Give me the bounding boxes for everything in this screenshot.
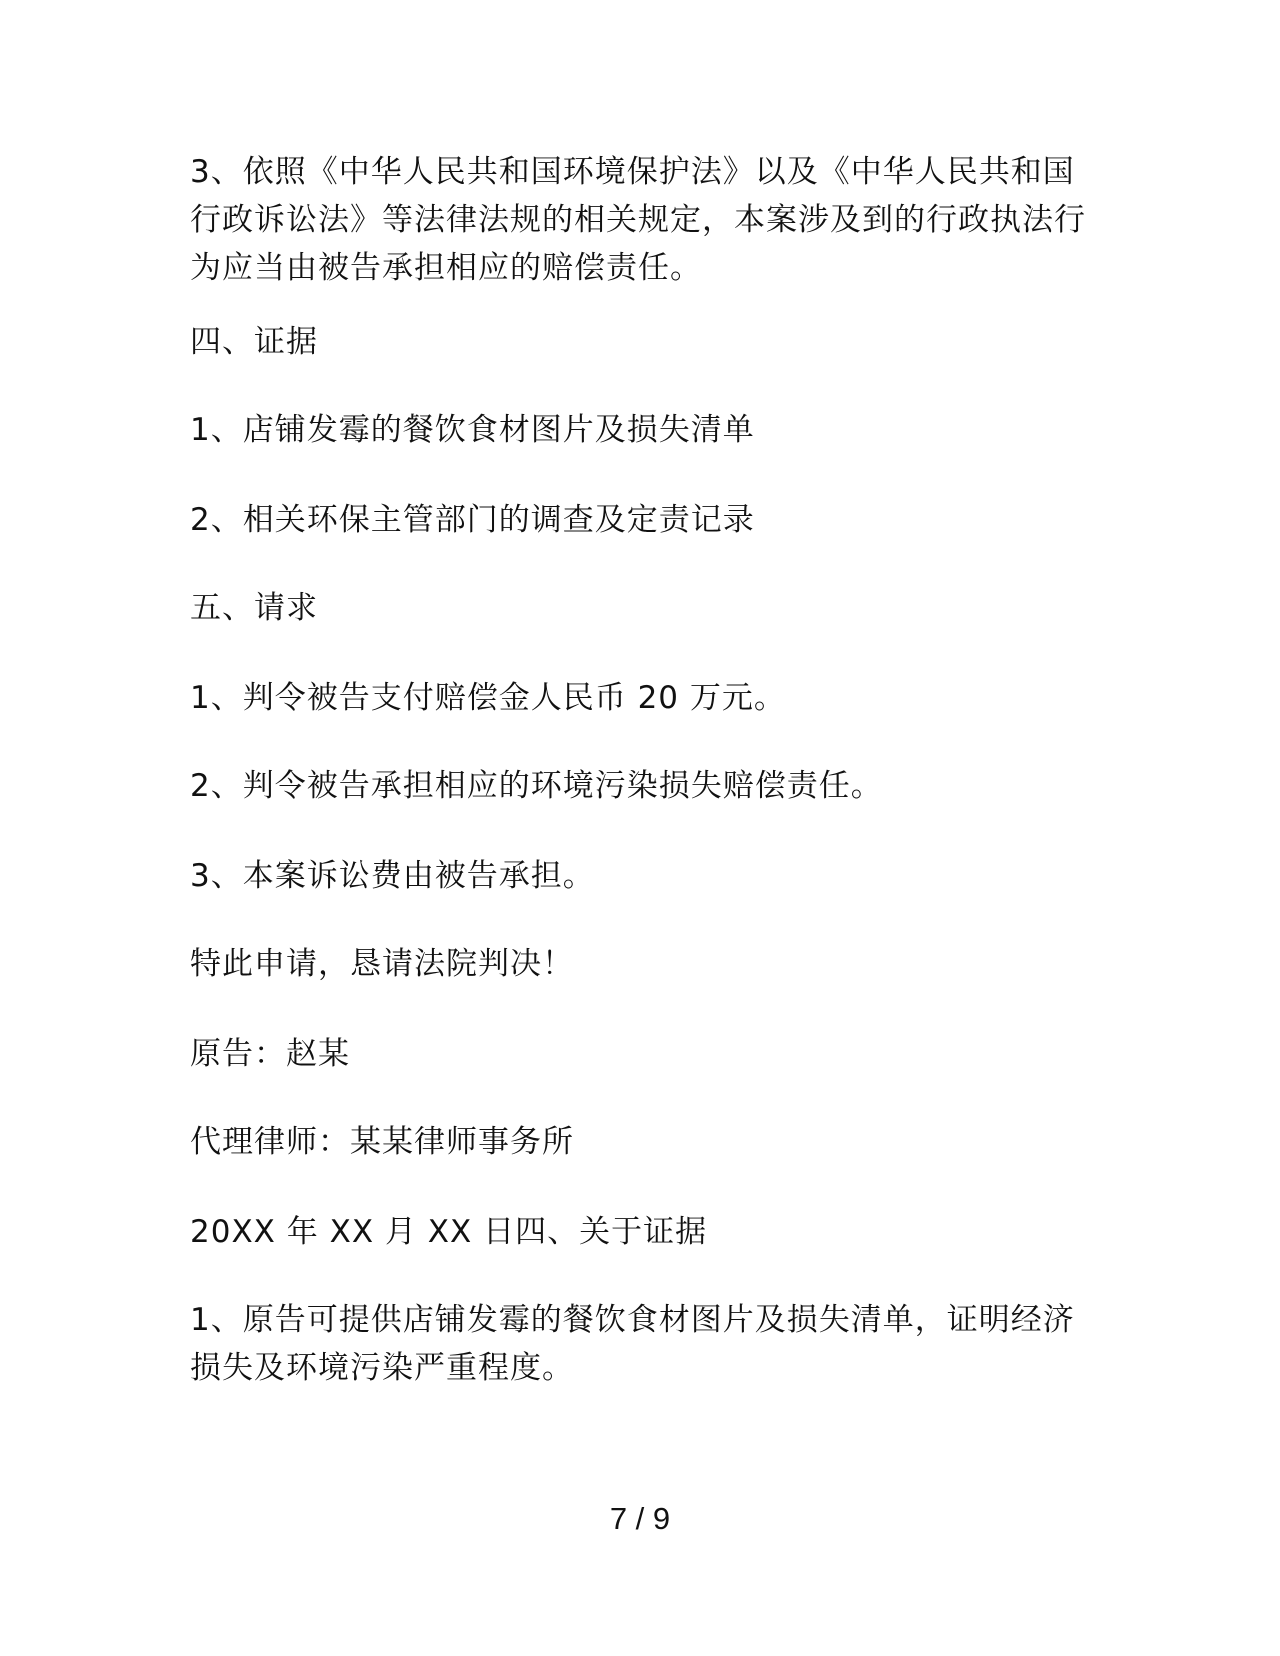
request-item-2: 2、判令被告承担相应的环境污染损失赔偿责任。: [190, 768, 883, 804]
heading-evidence: 四、证据: [190, 324, 318, 360]
closing-statement: 特此申请，恳请法院判决！: [190, 946, 574, 982]
heading-requests: 五、请求: [190, 590, 318, 626]
evidence-item-2: 2、相关环保主管部门的调查及定责记录: [190, 502, 755, 538]
request-item-3: 3、本案诉讼费由被告承担。: [190, 858, 595, 894]
evidence-item-1: 1、店铺发霉的餐饮食材图片及损失清单: [190, 412, 755, 448]
request-item-1: 1、判令被告支付赔偿金人民币 20 万元。: [190, 680, 786, 716]
date-and-section-heading: 20XX 年 XX 月 XX 日四、关于证据: [190, 1214, 708, 1250]
paragraph-legal-basis: 3、依照《中华人民共和国环境保护法》以及《中华人民共和国行政诉讼法》等法律法规的相关规定，本案涉及到的行政执法行为应当由被告承担相应的赔偿责任。: [190, 154, 1086, 286]
plaintiff-line: 原告：赵某: [190, 1036, 350, 1072]
attorney-line: 代理律师：某某律师事务所: [190, 1124, 574, 1160]
evidence-description-1: 1、原告可提供店铺发霉的餐饮食材图片及损失清单，证明经济损失及环境污染严重程度。: [190, 1302, 1075, 1386]
page-number: 7 / 9: [609, 1501, 671, 1536]
